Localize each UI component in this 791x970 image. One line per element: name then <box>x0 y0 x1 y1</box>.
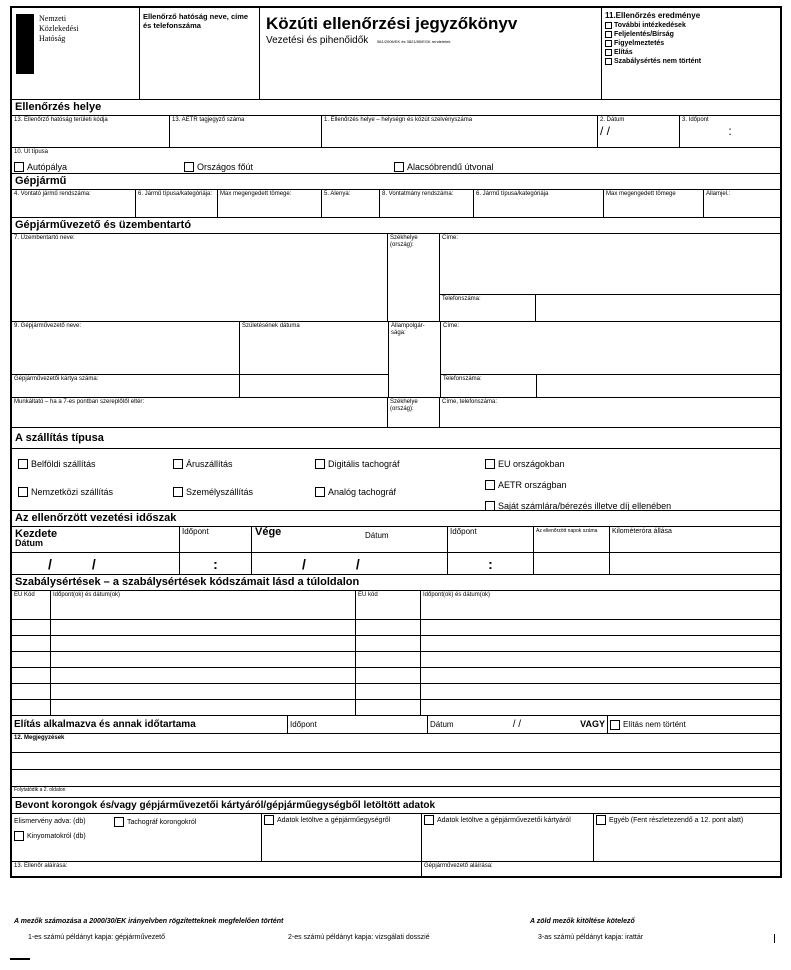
violation-cell[interactable] <box>12 652 50 668</box>
field-aetr[interactable]: 13. AETR tagjegyző száma <box>170 116 322 147</box>
field-address[interactable]: Címe: <box>440 234 780 295</box>
eu-code-header-2: EU kód <box>356 591 420 620</box>
field-card-number-value[interactable] <box>240 375 388 397</box>
field-driver-phone[interactable]: Telefonszáma: <box>441 375 537 397</box>
field-phone-value[interactable] <box>536 295 780 321</box>
field-alenya[interactable]: 5. Alenya: <box>322 190 380 217</box>
title-box <box>260 8 602 99</box>
violation-cell[interactable] <box>356 684 420 700</box>
violation-cell[interactable] <box>356 636 420 652</box>
transport-passenger[interactable]: Személyszállítás <box>173 483 315 501</box>
remarks-label: 12. Megjegyzések <box>12 734 780 753</box>
copy-3: 3-as számú példányt kapja: irattár <box>538 934 644 941</box>
period-end-time: Időpont <box>448 527 534 552</box>
form-subtitle-small: 561/2006/EK és 3821/85/EGK rendeletek <box>377 39 451 44</box>
violation-cell[interactable] <box>356 620 420 636</box>
road-type-motorway[interactable]: Autópálya <box>14 158 184 176</box>
footer-note-left: A mezők számozása a 2000/30/EK irányelvben rögzítetteknek megfelelően történt <box>14 918 284 925</box>
continued-note: Folytatódik a 2. oldalon <box>14 787 66 793</box>
header-row <box>12 8 780 100</box>
signature-row <box>12 862 780 876</box>
violation-cell[interactable] <box>12 668 50 684</box>
authority-label: Ellenőrző hatóság neve, címe és telefonszáma <box>140 8 260 99</box>
vehicle-row <box>12 190 780 218</box>
org-box <box>12 8 140 99</box>
period-end-date-value[interactable]: / / <box>252 553 448 574</box>
violation-cell[interactable] <box>12 700 50 715</box>
field-vehicle-type-2[interactable]: 6. Jármű típusa/kategóriája <box>474 190 604 217</box>
violation-cell[interactable] <box>12 684 50 700</box>
field-tractor-plate[interactable]: 4. Vontató jármű rendszáma: <box>12 190 136 217</box>
field-seat-country[interactable]: Székhelye (ország): <box>388 234 440 321</box>
field-location[interactable]: 1. Ellenőrzés helye – helységn és közút szelvényszáma <box>322 116 598 147</box>
field-driver-phone-value[interactable] <box>537 375 780 397</box>
inspector-signature[interactable]: 13. Ellenőr aláírása: <box>12 862 422 876</box>
period-start-time: Időpont <box>180 527 252 552</box>
period-days-value[interactable] <box>534 553 610 574</box>
result-item[interactable]: Elítás <box>605 48 777 57</box>
driver-heading: Gépjárművezető és üzembentartó <box>12 218 780 234</box>
eu-code-header: EU Kód <box>12 591 50 620</box>
result-item[interactable]: Figyelmeztetés <box>605 39 777 48</box>
field-card-number[interactable]: Gépjárművezetői kártya száma: <box>12 375 240 397</box>
scope-own-account[interactable]: Saját számlára/bérezés illetve díj ellenében <box>485 497 780 515</box>
violation-cell[interactable] <box>51 620 355 636</box>
violation-cell[interactable] <box>51 636 355 652</box>
violation-cell[interactable] <box>356 700 420 715</box>
violation-cell[interactable] <box>356 668 420 684</box>
road-type-row <box>12 148 780 174</box>
tacho-digital[interactable]: Digitális tachográf <box>315 455 485 473</box>
field-max-weight-2[interactable]: Max megengedett tömege <box>604 190 704 217</box>
scope-aetr[interactable]: AETR országban <box>485 476 780 494</box>
vu-download[interactable]: Adatok letöltve a gépjárműegységről <box>262 814 422 861</box>
field-time[interactable]: 3. Időpont : <box>682 117 732 138</box>
period-end-time-value[interactable]: : <box>448 553 534 574</box>
violation-cell[interactable] <box>421 668 780 684</box>
violation-cell[interactable] <box>421 684 780 700</box>
location-heading: Ellenőrzés helye <box>12 100 780 116</box>
violation-cell[interactable] <box>421 652 780 668</box>
result-item[interactable]: Szabálysértés nem történt <box>605 57 777 66</box>
driver-row <box>12 322 780 398</box>
remarks-box[interactable] <box>12 734 780 798</box>
org-name: Nemzeti Közlekedési Hatóság <box>39 14 79 43</box>
footer-note-right: A zöld mezők kitöltése kötelező <box>530 918 635 925</box>
violation-time-header-2: Időpont(ok) és dátum(ok) <box>421 591 780 620</box>
vehicle-heading: Gépjármű <box>12 174 780 190</box>
violation-cell[interactable] <box>421 700 780 715</box>
violation-cell[interactable] <box>421 620 780 636</box>
violations-heading: Szabálysértések – a szabálysértések kódszámait lásd a túloldalon <box>12 575 780 591</box>
form-title: Közúti ellenőrzési jegyzőkönyv <box>266 14 518 33</box>
card-download[interactable]: Adatok letöltve a gépjárművezetői kártyáról <box>422 814 594 861</box>
field-vehicle-type[interactable]: 6. Jármű típusa/kategóriája: <box>136 190 218 217</box>
field-employer-address[interactable]: Címe, telefonszáma: <box>442 399 498 405</box>
driver-signature[interactable]: Gépjárművezető aláírása: <box>424 863 493 869</box>
transport-goods[interactable]: Áruszállítás <box>173 455 315 473</box>
period-start-date-value[interactable]: / / <box>12 553 180 574</box>
periods-header-row <box>12 527 780 553</box>
transport-international[interactable]: Nemzetközi szállítás <box>18 483 173 501</box>
immobilisation-time[interactable]: Időpont <box>288 716 428 733</box>
result-item[interactable]: További intézkedések <box>605 21 777 30</box>
field-trailer-plate[interactable]: 8. Vontatmány rendszáma: <box>380 190 474 217</box>
field-max-weight[interactable]: Max megengedett tömege: <box>218 190 322 217</box>
form-subtitle: Vezetési és pihenőidők <box>266 35 369 46</box>
violation-cell[interactable] <box>51 700 355 715</box>
period-km: Kilométeróra állása <box>612 528 672 535</box>
scope-eu[interactable]: EU országokban <box>485 455 780 473</box>
copy-1: 1-es számú példányt kapja: gépjárművezető <box>28 934 165 941</box>
copy-2: 2-es számú példányt kapja: vizsgálati dosszié <box>288 934 430 941</box>
tacho-disc-checkbox[interactable]: Tachográf korongokról <box>114 817 196 827</box>
road-type-label: 10. Út típusa <box>14 149 49 155</box>
violation-cell[interactable] <box>51 668 355 684</box>
violation-cell[interactable] <box>356 652 420 668</box>
receipt-box: Elismervény adva: (db) Tachográf korongokról Kinyomatokról (db) <box>12 814 262 861</box>
org-logo <box>16 14 34 74</box>
transport-row <box>12 449 780 511</box>
field-operator-name[interactable]: 7. Üzembentartó neve: <box>12 234 388 321</box>
field-authority-code[interactable]: 13. Ellenőrző hatóság területi kódja <box>12 116 170 147</box>
field-employer-country[interactable]: Székhelye (ország): <box>388 398 440 427</box>
transport-heading: A szállítás típusa <box>12 428 780 449</box>
employer-row <box>12 398 780 428</box>
result-item[interactable]: Feljelentés/Bírság <box>605 30 777 39</box>
printouts-checkbox[interactable]: Kinyomatokról (db) <box>14 831 259 841</box>
violations-table <box>12 591 780 716</box>
inspection-form <box>10 6 782 878</box>
period-start: Kezdete Dátum <box>12 527 180 552</box>
period-km-value[interactable] <box>610 553 780 574</box>
field-employer[interactable]: Munkáltató – ha a 7-es pontban szereplőtől eltér: <box>12 398 388 427</box>
periods-value-row <box>12 553 780 575</box>
field-phone[interactable]: Telefonszáma: <box>440 295 536 321</box>
location-row <box>12 116 780 148</box>
seized-heading: Bevont korongok és/vagy gépjárművezetői kártyáról/gépjárműegységből letöltött adatok <box>12 798 780 814</box>
transport-domestic[interactable]: Belföldi szállítás <box>18 455 173 473</box>
margin-mark <box>774 934 775 943</box>
tacho-analog[interactable]: Analóg tachográf <box>315 483 485 501</box>
immobilisation-label: Elítás alkalmazva és annak időtartama <box>12 716 288 733</box>
immobilisation-none[interactable]: Elítás nem történt <box>608 716 780 733</box>
result-title: 11.Ellenőrzés eredménye <box>605 11 701 20</box>
road-type-minor[interactable]: Alacsóbrendű útvonal <box>394 158 494 176</box>
field-driver-address[interactable]: Címe: <box>441 322 780 375</box>
violation-cell[interactable] <box>12 636 50 652</box>
immobilisation-date[interactable]: Dátum / / VAGY <box>428 716 608 733</box>
road-type-main[interactable]: Országos főút <box>184 158 394 176</box>
violation-cell[interactable] <box>12 620 50 636</box>
result-box <box>602 8 780 99</box>
seized-row <box>12 814 780 862</box>
periods-heading: Az ellenőrzött vezetési időszak <box>12 511 780 527</box>
field-date[interactable]: 2. Dátum / / <box>598 116 680 147</box>
period-days: Az ellenőrzött napok száma <box>534 527 610 552</box>
field-state[interactable]: Államjel.: <box>706 191 731 197</box>
violation-cell[interactable] <box>421 636 780 652</box>
immobilisation-row <box>12 716 780 734</box>
period-start-time-value[interactable]: : <box>180 553 252 574</box>
other-download[interactable]: Egyéb (Fent részletezendő a 12. pont alatt) <box>594 814 780 861</box>
violation-time-header: Időpont(ok) és dátum(ok) <box>51 591 355 620</box>
operator-row <box>12 234 780 322</box>
violation-cell[interactable] <box>51 652 355 668</box>
field-birthdate[interactable]: Születésének dátuma <box>242 323 300 329</box>
field-driver-name[interactable]: 9. Gépjárművezető neve: <box>12 322 240 374</box>
violation-cell[interactable] <box>51 684 355 700</box>
bottom-mark <box>10 958 30 960</box>
period-end: Vége Dátum <box>252 527 448 552</box>
field-citizenship[interactable]: Állampolgár-sága: <box>389 322 441 397</box>
